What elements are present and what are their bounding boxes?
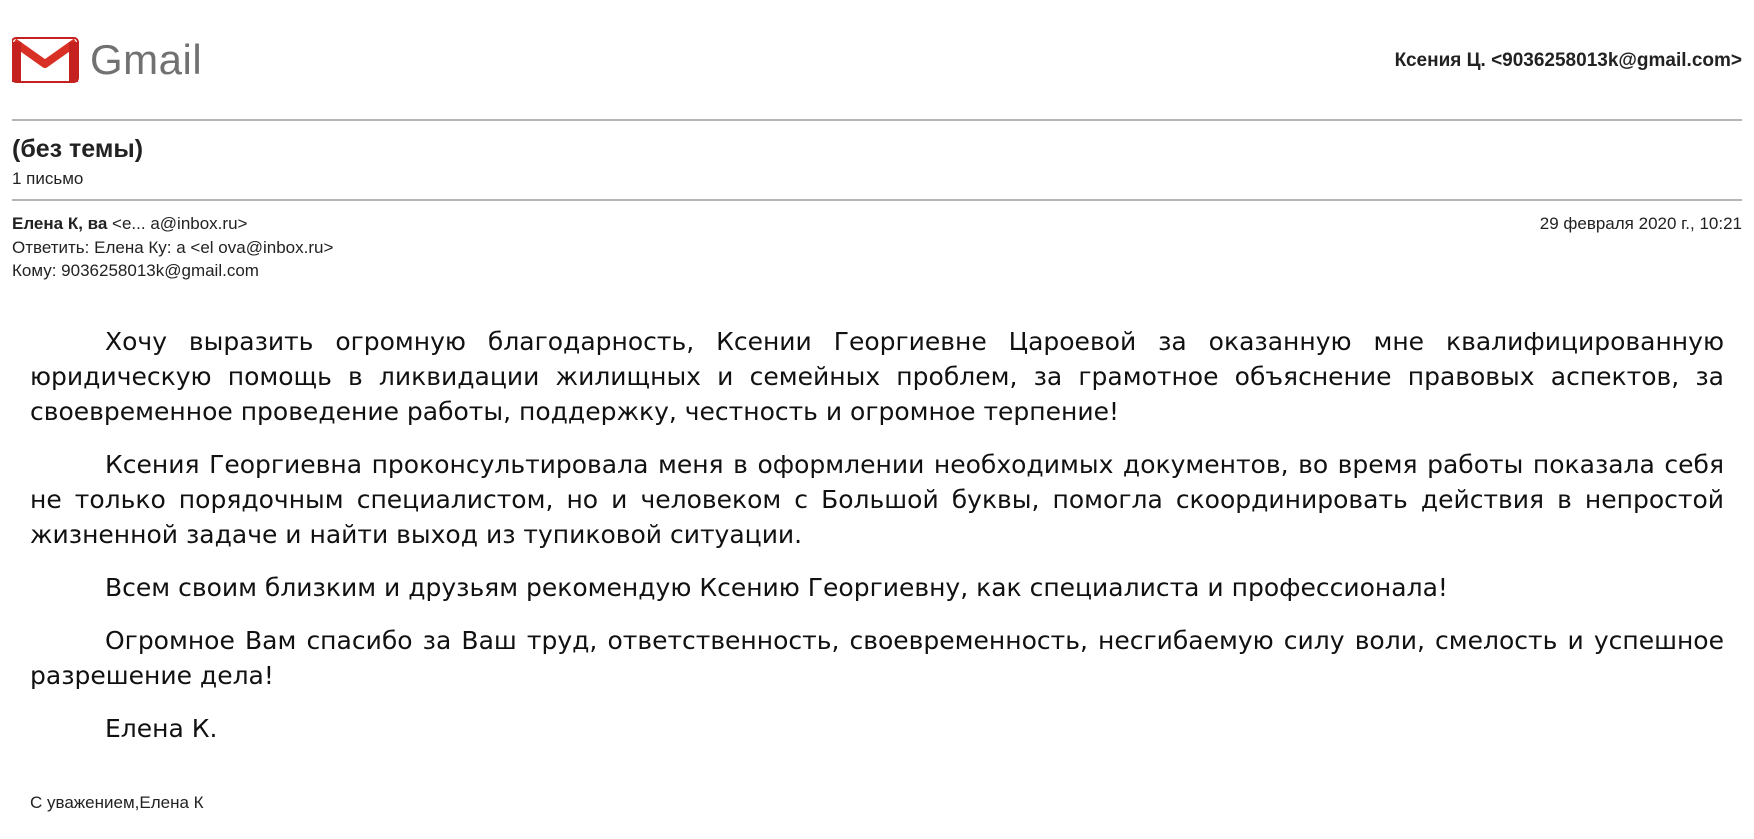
body-paragraph: Хочу выразить огромную благодарность, Ксении Георгиевне Цароевой за оказанную мне квалифицированную юридическую помощь в ликвидации жилищных и семейных проблем, за грамотное объяснение правовых аспектов, за своевременное проведение работы, поддержку, честность и огромное терпение! bbox=[30, 327, 1724, 426]
body-paragraph: Огромное Вам спасибо за Ваш труд, ответственность, своевременность, несгибаемую силу воли, смелость и успешное разрешение дела! bbox=[30, 626, 1724, 690]
sender-name: Елена К, ва bbox=[12, 214, 108, 233]
message-from bbox=[12, 214, 247, 234]
gmail-wordmark: Gmail bbox=[90, 36, 203, 83]
body-paragraph: Всем своим близким и друзьям рекомендую Ксению Георгиевну, как специалиста и профессионала! bbox=[105, 573, 1448, 602]
message-date: 29 февраля 2020 г., 10:21 bbox=[1539, 214, 1742, 233]
body-paragraph-signoff: Елена К. bbox=[105, 714, 218, 743]
account-label: Ксения Ц. <9036258013k@gmail.com> bbox=[1394, 50, 1742, 71]
header-divider bbox=[12, 119, 1742, 121]
message-body bbox=[30, 324, 1724, 764]
body-paragraph: Ксения Георгиевна проконсультировала меня в оформлении необходимых документов, во время работы показала себя не только порядочным специалистом, но и человеком с Большой буквы, помогла скоординировать действия в непростой жизненной задаче и найти выход из тупиковой ситуации. bbox=[30, 450, 1724, 549]
message-reply-to: Ответить: Елена Ку: а <el ova@inbox.ru> bbox=[12, 238, 334, 257]
message-to: Кому: 9036258013k@gmail.com bbox=[12, 261, 259, 280]
thread-message-count: 1 письмо bbox=[12, 169, 84, 188]
email-signature: С уважением,Елена К bbox=[30, 793, 204, 812]
sender-email: <e... a@inbox.ru> bbox=[107, 214, 248, 233]
thread-subject: (без темы) bbox=[12, 135, 144, 163]
thread-divider bbox=[12, 199, 1742, 201]
